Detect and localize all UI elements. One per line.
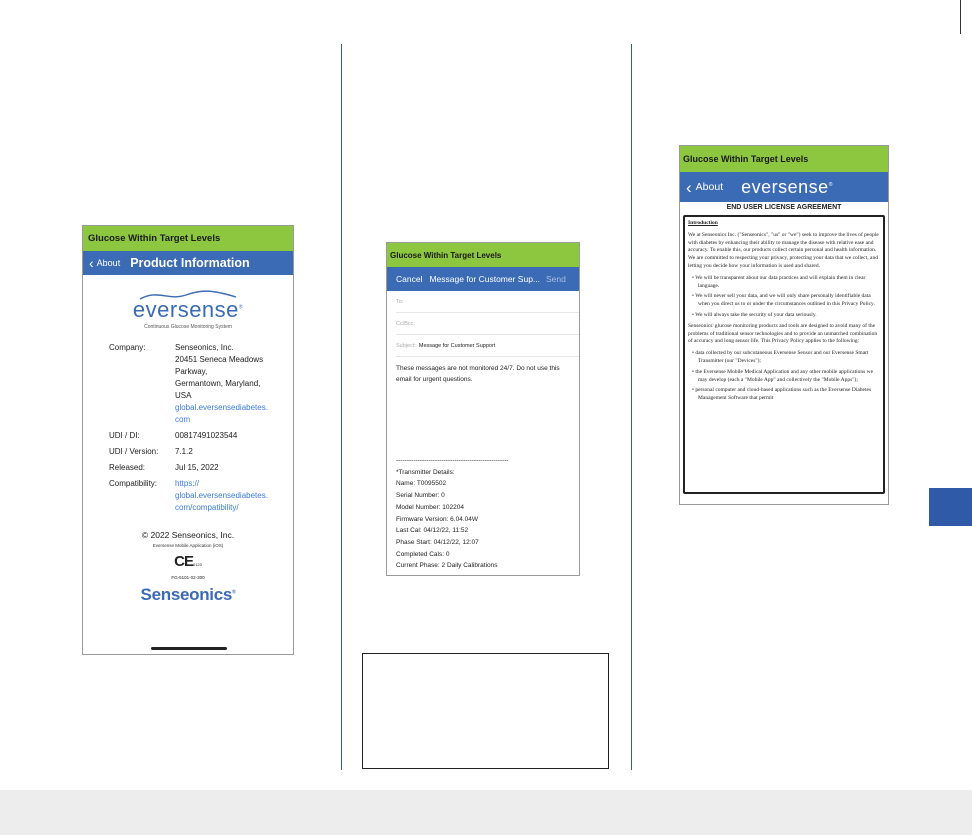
info-row-compatibility (83, 478, 293, 514)
info-label: Compatibility: (109, 479, 158, 488)
detail-line: Phase Start: 04/12/22, 12:07 (396, 538, 479, 546)
compatibility-link[interactable] (175, 478, 285, 514)
info-row-udi-version (83, 446, 293, 458)
bullet-text: We will be transparent about our data practices and will explain them in clear language. (695, 274, 866, 289)
status-text: Glucose Within Target Levels (390, 250, 502, 260)
message-body[interactable] (387, 357, 579, 572)
bullet-text: data collected by our subcutaneous Eversense Sensor and our Eversense Smart Transmitter (our "Devices"); (695, 350, 869, 364)
brand-word: Senseonics (140, 585, 233, 604)
message-note: These messages are not monitored 24/7. Do not use this email for urgent questions. (396, 365, 560, 383)
eula-screen (679, 145, 889, 505)
app-name: Eversense Mobile Application (iOS) (152, 543, 224, 548)
company-line: Senseonics, Inc. (175, 343, 234, 352)
subject-label: Subject: (396, 342, 416, 349)
info-label: UDI / Version: (109, 447, 159, 456)
company-website-link[interactable] (175, 402, 285, 426)
back-button[interactable] (680, 179, 723, 196)
chevron-left-icon: ‹ (686, 177, 692, 197)
glucose-status-bar (387, 243, 579, 267)
detail-line: Last Cal: 04/12/22, 11:52 (396, 527, 469, 535)
glucose-status-bar (83, 226, 293, 251)
column-divider-right (631, 44, 632, 770)
info-label: Company: (109, 343, 146, 352)
subject-field[interactable] (396, 335, 579, 357)
info-value (175, 342, 285, 426)
detail-line: *Transmitter Details: (396, 468, 455, 476)
logo-registered-mark: ® (828, 181, 833, 188)
chevron-left-icon: ‹ (89, 255, 94, 271)
eversense-logo (741, 177, 833, 198)
bullet-text: the Eversense Mobile Medical Application and any other mobile applications we may develop (each a "Mobile App" and collectively the "Mobile Apps"); (695, 368, 874, 383)
back-label: About (695, 181, 724, 193)
email-compose-screen (386, 242, 580, 576)
detail-line: Current Phase: 2 Daily Calibrations (396, 562, 498, 570)
company-line: USA (175, 391, 192, 400)
info-value: 7.1.2 (175, 447, 193, 456)
status-text: Glucose Within Target Levels (88, 233, 221, 244)
product-information-screen (82, 225, 294, 655)
info-row-udi-di (83, 430, 293, 442)
link-line: global.eversensediabetes. (175, 403, 268, 412)
company-line: Parkway, (175, 367, 208, 376)
eula-text-scroll[interactable] (683, 215, 885, 494)
logo-word: eversense (741, 176, 829, 197)
product-info-table (83, 342, 293, 514)
logo-tagline: Continuous Glucose Monitoring System (144, 324, 232, 330)
company-line: Germantown, Maryland, (175, 379, 261, 388)
home-indicator[interactable] (151, 647, 227, 650)
to-field[interactable] (396, 291, 579, 313)
status-text: Glucose Within Target Levels (683, 154, 809, 164)
part-number: FG-5101-02-300 (171, 575, 205, 580)
link-line: com (175, 415, 191, 424)
blank-note-box (362, 653, 609, 769)
nav-bar (83, 251, 293, 275)
eula-bullet: • We will always take the security of your data seriously. (692, 311, 817, 318)
detail-line: Firmware Version: 6.04.04W (396, 515, 479, 523)
info-row-company (83, 342, 293, 426)
eversense-logo (83, 287, 293, 330)
compose-nav-bar (387, 267, 579, 291)
link-line: https:// (175, 479, 200, 488)
nav-bar (680, 172, 888, 202)
cancel-button[interactable]: Cancel (396, 274, 423, 284)
back-label: About (96, 258, 121, 268)
detail-line: Serial Number: 0 (396, 492, 445, 500)
eula-paragraph: Senseonics' glucose monitoring products and tools are designed to avoid many of the problems of traditional sensor technologies and to provide an unmatched combination of accuracy and long sensor life. This Privacy Policy applies to the following: (688, 322, 878, 345)
info-label: Released: (109, 463, 146, 472)
link-line: com/compatibility/ (175, 503, 239, 512)
detail-line: Completed Cals: 0 (396, 550, 450, 558)
brand-registered-mark: ® (232, 589, 236, 596)
back-button[interactable] (83, 256, 120, 270)
eula-bullet: • We will be transparent about our data practices and will explain them in clear language. (692, 274, 866, 289)
info-value: 00817491023544 (175, 431, 238, 440)
bullet-text: personal computer and cloud-based applications such as the Eversense Diabetes Management Software that permit (695, 387, 872, 402)
eula-bullet: • the Eversense Mobile Medical Application and any other mobile applications we may develop (each a "Mobile App" and collectively the "Mobile Apps"); (692, 368, 874, 383)
bullet-text: We will always take the security of your data seriously. (695, 311, 817, 318)
copyright: © 2022 Senseonics, Inc. (141, 530, 235, 540)
eula-bullet: • We will never sell your data, and we will only share personally identifiable data when you direct us to or under the circumstances outlined in this Privacy Policy. (692, 293, 875, 308)
intro-title: Introduction (688, 220, 718, 226)
eula-bullet: • data collected by our subcutaneous Eversense Sensor and our Eversense Smart Transmitter (our "Devices"); (692, 350, 869, 364)
section-side-tab[interactable] (929, 488, 972, 526)
info-value: Jul 15, 2022 (175, 463, 219, 472)
divider-line: ---------------------------------------------------- (396, 457, 509, 464)
send-button[interactable]: Send (546, 274, 566, 284)
to-label: To: (396, 298, 404, 305)
glucose-status-bar (680, 146, 888, 172)
ce-number: 0123 (192, 562, 202, 567)
logo-registered-mark: ® (238, 304, 244, 311)
company-line: 20451 Seneca Meadows (175, 355, 264, 364)
link-line: global.eversensediabetes. (175, 491, 268, 500)
info-row-released (83, 462, 293, 474)
eula-paragraph: We at Senseonics Inc. ("Senseonics", "us" or "we") seek to improve the lives of people with diabetes by enhancing their ability to manage the disease with relative ease and accuracy. To enable this, our products collect certain personal and health information. We are committed to respecting your privacy, protecting your data that we collect, and letting you decide how your information is used and shared. (688, 231, 879, 269)
eula-bullet: • personal computer and cloud-based applications such as the Eversense Diabetes Management Software that permit (692, 387, 872, 402)
top-right-crop-line (960, 0, 961, 34)
column-divider-left (341, 44, 342, 770)
page-footer-band (0, 790, 972, 835)
info-label: UDI / DI: (109, 431, 140, 440)
ce-mark-icon (83, 553, 293, 570)
cc-bcc-label: Cc/Bcc: (396, 320, 415, 327)
cc-bcc-field[interactable] (396, 313, 579, 335)
compose-title: Message for Customer Sup... (429, 274, 541, 284)
eula-heading: END USER LICENSE AGREEMENT (726, 204, 842, 211)
detail-line: Model Number: 102204 (396, 503, 464, 511)
ce-mark-text: CE (174, 553, 193, 570)
page-title: Product Information (130, 256, 250, 270)
bullet-text: We will never sell your data, and we will only share personally identifiable data when you direct us to or under the circumstances outlined in this Privacy Policy. (695, 293, 875, 308)
subject-value: Message for Customer Support (418, 342, 496, 349)
detail-line: Name: T0095502 (396, 480, 447, 488)
transmitter-details (396, 455, 570, 572)
logo-word: eversense (132, 297, 239, 322)
senseonics-logo (83, 585, 293, 605)
